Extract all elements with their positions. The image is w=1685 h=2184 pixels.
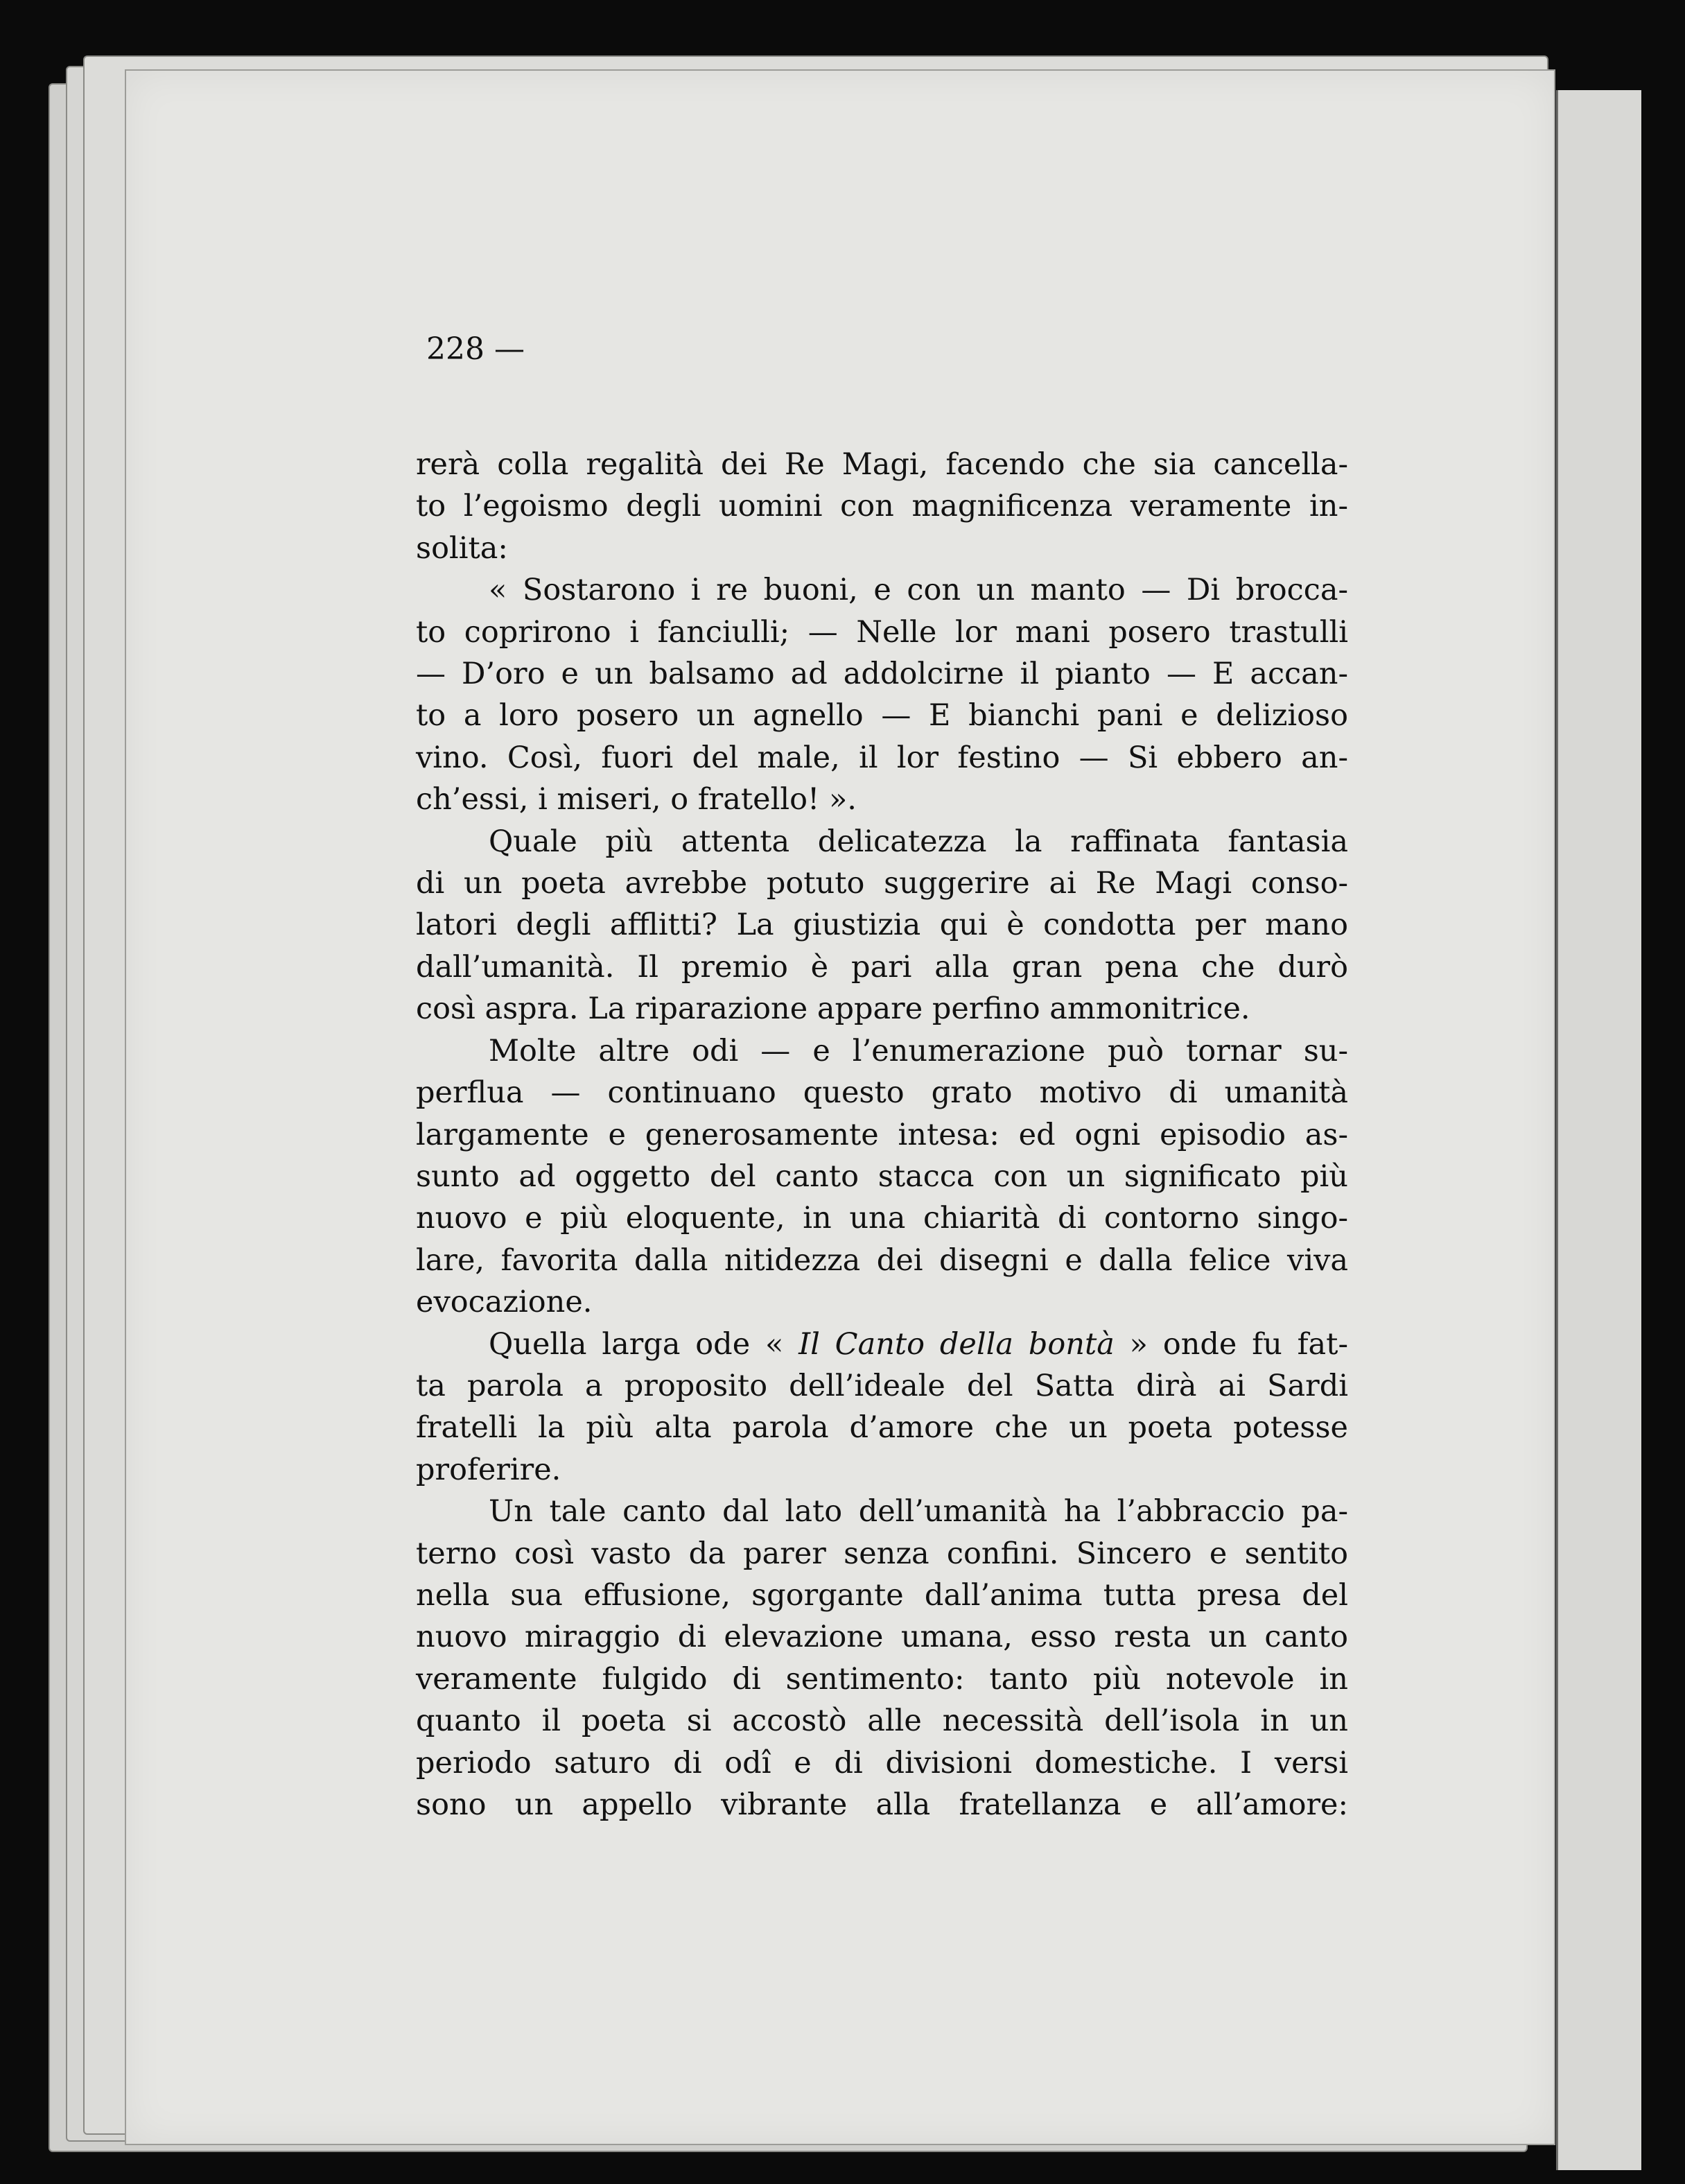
text-line: perflua — continuano questo grato motivo di umanità [416, 1075, 1348, 1111]
text-line: to coprirono i fanciulli; — Nelle lor mani posero trastulli [416, 614, 1348, 650]
text-line: Molte altre odi — e l’enumerazione può tornar su- [489, 1033, 1348, 1068]
text-line: largamente e generosamente intesa: ed ogni episodio as- [416, 1117, 1348, 1152]
text-line: veramente fulgido di sentimento: tanto più notevole in [416, 1661, 1348, 1697]
text-line [416, 1324, 1348, 1365]
text-line: latori degli afflitti? La giustizia qui è condotta per mano [416, 908, 1348, 943]
text-line: vino. Così, fuori del male, il lor festino — Si ebbero an- [416, 740, 1348, 775]
text-line: quanto il poeta si accostò alle necessità dell’isola in un [416, 1704, 1348, 1739]
text-line: nuovo e più eloquente, in una chiarità di contorno singo- [416, 1201, 1348, 1236]
text-line: ta parola a proposito dell’ideale del Satta dirà ai Sardi [416, 1368, 1348, 1403]
text-line: ch’essi, i miseri, o fratello! ». [416, 782, 857, 817]
text-line: sono un appello vibrante alla fratellanza e all’amore: [416, 1787, 1348, 1822]
text-line: Quale più attenta delicatezza la raffinata fantasia [489, 824, 1348, 859]
text-line: solita: [416, 530, 508, 566]
text-line: nella sua effusione, sgorgante dall’anima tutta presa del [416, 1577, 1348, 1613]
text-line: rerà colla regalità dei Re Magi, facendo che sia cancella- [416, 447, 1348, 482]
text-line: to a loro posero un agnello — E bianchi pani e delizioso [416, 698, 1348, 734]
text-line: terno così vasto da parer senza confini. Sincero e sentito [416, 1536, 1348, 1571]
text-segment: Quella larga ode « [489, 1326, 799, 1362]
text-line: di un poeta avrebbe potuto suggerire ai Re Magi conso- [416, 866, 1348, 901]
text-line: sunto ad oggetto del canto stacca con un significato più [416, 1159, 1348, 1194]
facing-page-edge [1556, 90, 1641, 2170]
page-number: 228 — [426, 331, 525, 367]
text-line: così aspra. La riparazione appare perfino ammonitrice. [416, 991, 1250, 1027]
text-line: Un tale canto dal lato dell’umanità ha l’abbraccio pa- [489, 1494, 1348, 1529]
italic-title: Il Canto della bontà [798, 1326, 1115, 1362]
text-line: evocazione. [416, 1285, 593, 1320]
text-segment: » onde fu fat- [1114, 1326, 1348, 1362]
text-line: proferire. [416, 1452, 561, 1487]
text-line: to l’egoismo degli uomini con magnificenza veramente in- [416, 489, 1348, 524]
text-line: fratelli la più alta parola d’amore che un poeta potesse [416, 1410, 1348, 1446]
text-line: « Sostarono i re buoni, e con un manto — Di brocca- [489, 573, 1348, 608]
text-line: dall’umanità. Il premio è pari alla gran pena che durò [416, 949, 1348, 985]
text-line: periodo saturo di odî e di divisioni domestiche. I versi [416, 1745, 1348, 1780]
text-line: lare, favorita dalla nitidezza dei disegni e dalla felice viva [416, 1242, 1348, 1278]
text-line: nuovo miraggio di elevazione umana, esso resta un canto [416, 1620, 1348, 1655]
body-text [416, 444, 1348, 1826]
text-line: — D’oro e un balsamo ad addolcirne il pianto — E accan- [416, 657, 1348, 692]
